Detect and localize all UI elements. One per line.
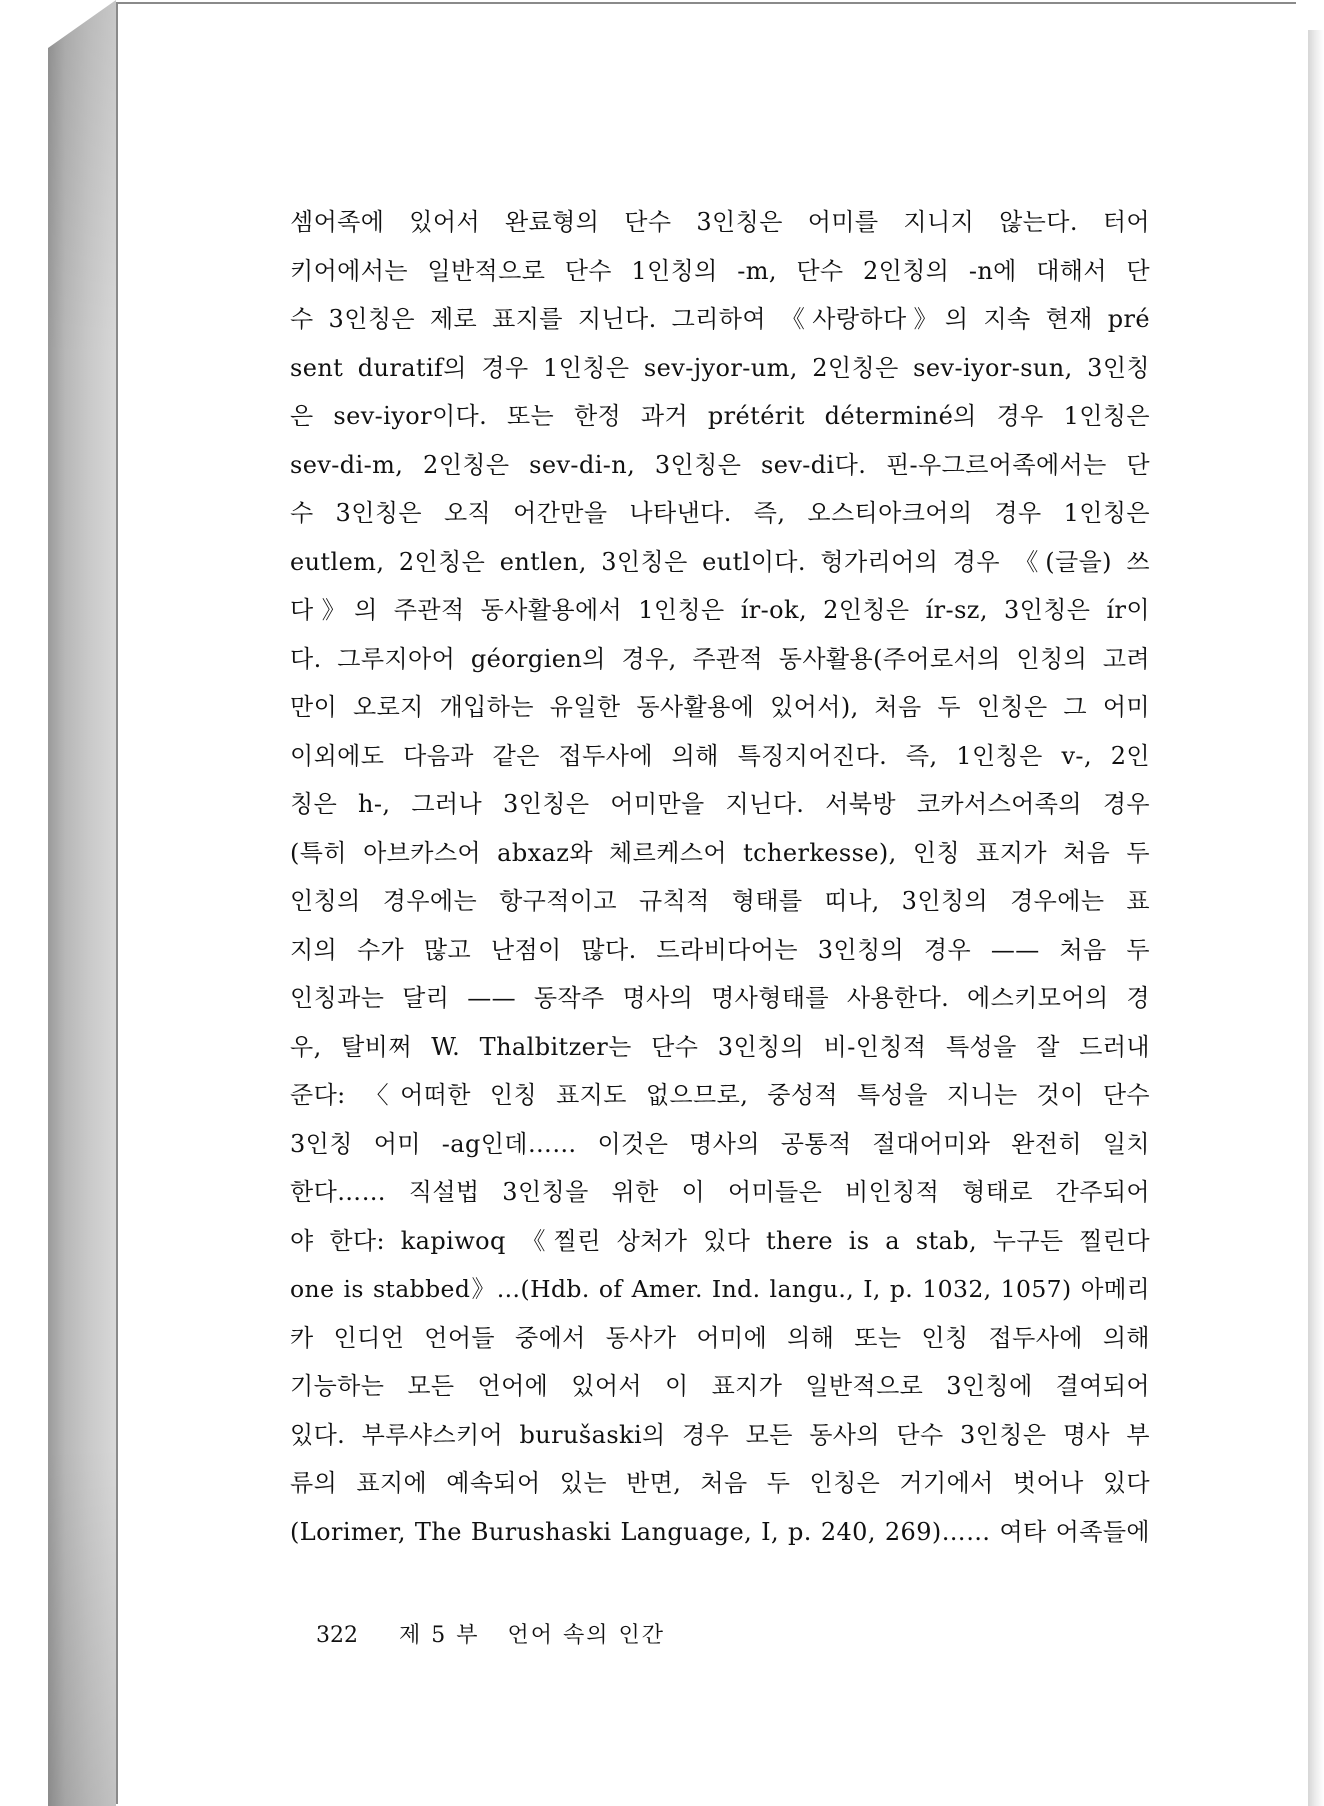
text-line: 인칭의 경우에는 항구적이고 규칙적 형태를 띠나, 3인칭의 경우에는 표 [290,887,1150,915]
text-line: 있다. 부루샤스키어 burušaski의 경우 모든 동사의 단수 3인칭은 명사 부 [290,1420,1150,1449]
text-line: 만이 오로지 개입하는 유일한 동사활용에 있어서), 처음 두 인칭은 그 어미 [290,693,1150,721]
text-line: 수 3인칭은 제로 표지를 지닌다. 그리하여 《사랑하다》의 지속 현재 pré [290,305,1150,333]
text-line: 은 sev-iyor이다. 또는 한정 과거 prétérit déterminé의 경우 1인칭은 [290,402,1150,430]
text-line: 인칭과는 달리 —— 동작주 명사의 명사형태를 사용한다. 에스키모어의 경 [290,984,1150,1012]
text-line: 셈어족에 있어서 완료형의 단수 3인칭은 어미를 지니지 않는다. 터어 [290,208,1150,236]
part-title: 언어 속의 인간 [507,1623,665,1648]
page-footer [316,1618,665,1649]
text-line: (Lorimer, The Burushaski Language, I, p. 240, 269)…… 여타 어족들에 [290,1517,1150,1546]
text-line: 기능하는 모든 언어에 있어서 이 표지가 일반적으로 3인칭에 결여되어 [290,1372,1150,1400]
text-line: 준다: 〈어떠한 인칭 표지도 없으므로, 중성적 특성을 지니는 것이 단수 [290,1081,1150,1109]
text-line: 이외에도 다음과 같은 접두사에 의해 특징지어진다. 즉, 1인칭은 v-, 2인 [290,741,1150,770]
text-line: 키어에서는 일반적으로 단수 1인칭의 -m, 단수 2인칭의 -n에 대해서 단 [290,256,1150,285]
text-line: 지의 수가 많고 난점이 많다. 드라비다어는 3인칭의 경우 —— 처음 두 [290,935,1150,964]
text-line: 한다…… 직설법 3인칭을 위한 이 어미들은 비인칭적 형태로 간주되어 [290,1178,1150,1206]
text-line: (특히 아브카스어 abxaz와 체르케스어 tcherkesse), 인칭 표지가 처음 두 [290,838,1150,867]
text-line: sent duratif의 경우 1인칭은 sev-jyor-um, 2인칭은 sev-iyor-sun, 3인칭 [290,353,1150,382]
part-label: 제 5 부 [399,1623,480,1648]
text-line: 우, 탈비쩌 W. Thalbitzer는 단수 3인칭의 비-인칭적 특성을 잘 드러내 [290,1032,1150,1061]
text-line: eutlem, 2인칭은 entlen, 3인칭은 eutl이다. 헝가리어의 경우 《(글을) 쓰 [290,547,1150,576]
text-line: 야 한다: kapiwoq 《찔린 상처가 있다 there is a stab, 누구든 찔린다 [290,1226,1150,1255]
text-line: 류의 표지에 예속되어 있는 반면, 처음 두 인칭은 거기에서 벗어나 있다 [290,1469,1150,1497]
text-line: 칭은 h-, 그러나 3인칭은 어미만을 지닌다. 서북방 코카서스어족의 경우 [290,790,1150,818]
text-line: 카 인디언 언어들 중에서 동사가 어미에 의해 또는 인칭 접두사에 의해 [290,1323,1150,1352]
body-text [290,198,1150,1556]
text-line: one is stabbed》…(Hdb. of Amer. Ind. langu., I, p. 1032, 1057) 아메리 [290,1275,1150,1303]
text-line: 3인칭 어미 -ag인데…… 이것은 명사의 공통적 절대어미와 완전히 일치 [290,1129,1150,1158]
page-number: 322 [316,1623,358,1648]
book-right-shadow [1308,0,1324,1806]
book-corner [1296,0,1324,30]
text-line: 수 3인칭은 오직 어간만을 나타낸다. 즉, 오스티아크어의 경우 1인칭은 [290,499,1150,527]
text-line: sev-di-m, 2인칭은 sev-di-n, 3인칭은 sev-di다. 핀-우그르어족에서는 단 [290,450,1150,479]
text-line: 다. 그루지아어 géorgien의 경우, 주관적 동사활용(주어로서의 인칭의 고려 [290,644,1150,673]
book-spine-shade [48,0,116,1806]
text-line: 다》의 주관적 동사활용에서 1인칭은 ír-ok, 2인칭은 ír-sz, 3인칭은 ír이 [290,596,1150,624]
